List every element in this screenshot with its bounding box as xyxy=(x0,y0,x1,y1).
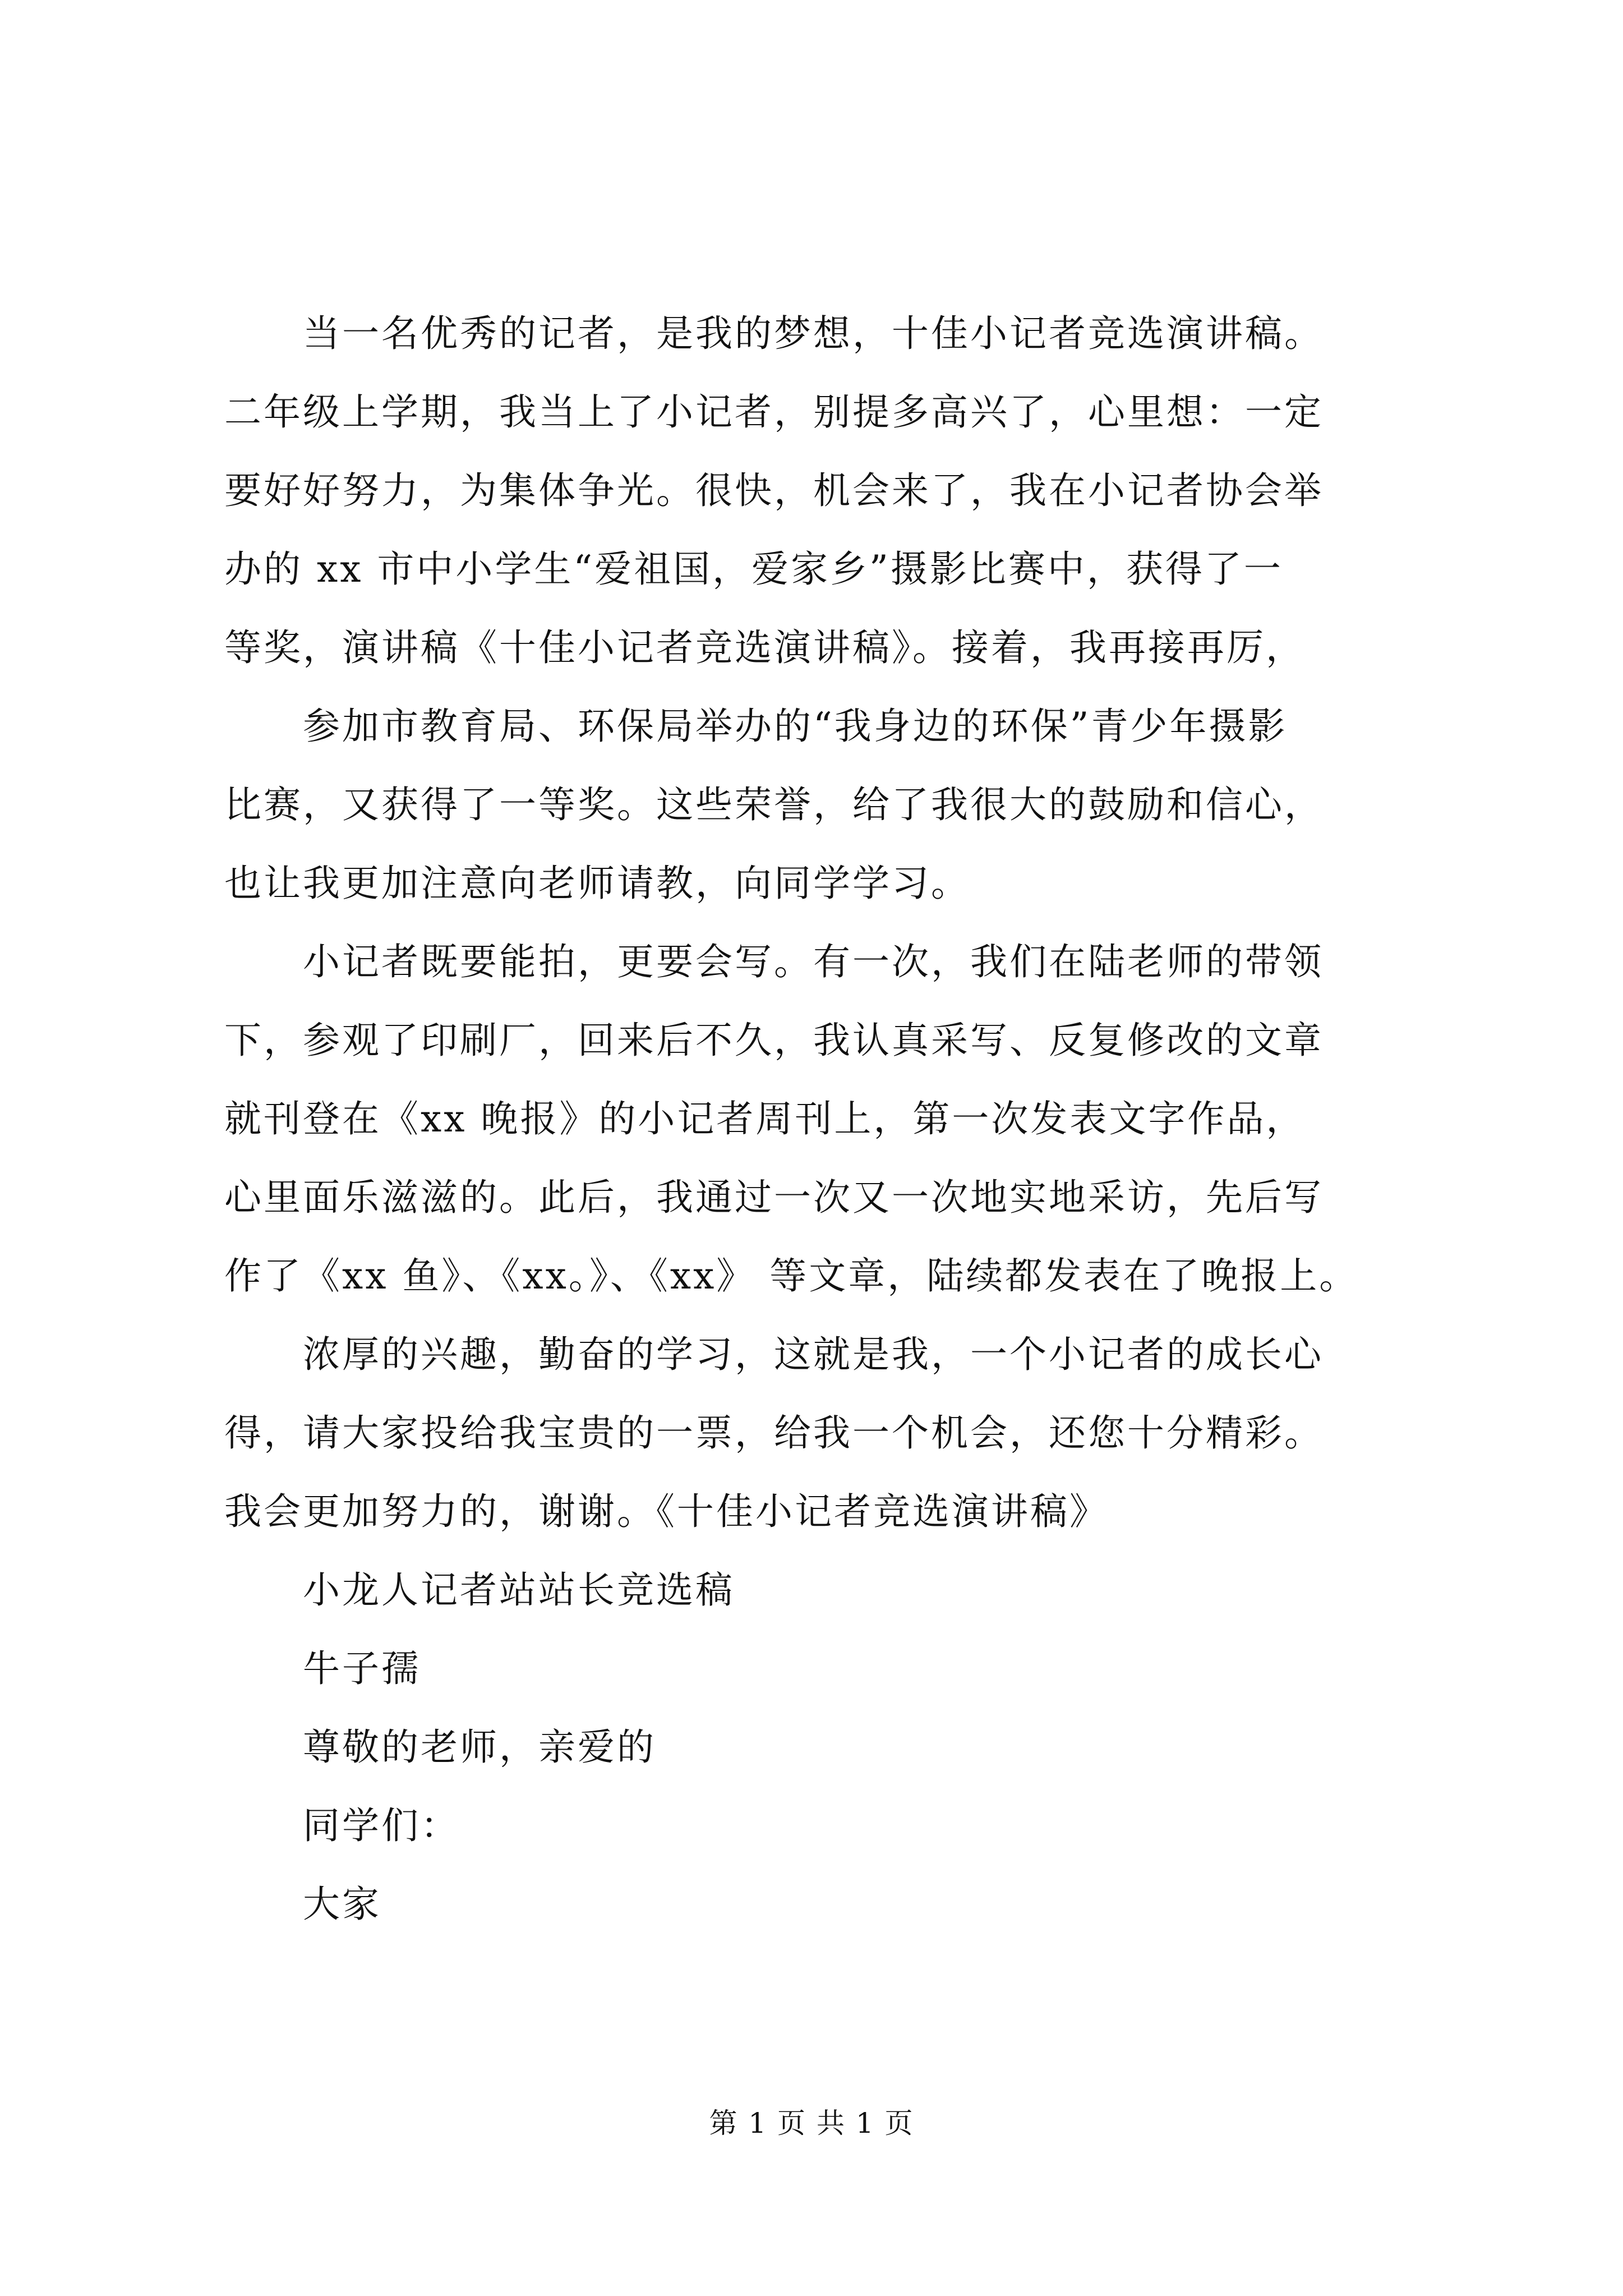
text-line: 牛子孺 xyxy=(303,1647,421,1690)
text-line: 小记者既要能拍，更要会写。有一次，我们在陆老师的带领 xyxy=(303,940,1324,983)
text-line: 等奖，演讲稿《十佳小记者竞选演讲稿》。接着，我再接再厉， xyxy=(224,626,1305,669)
text-line: 小龙人记者站站长竞选稿 xyxy=(303,1568,735,1612)
text-line: 大家 xyxy=(303,1883,381,1926)
text-line: 同学们： xyxy=(303,1804,460,1847)
text-line: 当一名优秀的记者，是我的梦想，十佳小记者竞选演讲稿。 xyxy=(303,312,1324,355)
text-line: 二年级上学期，我当上了小记者，别提多高兴了，心里想：一定 xyxy=(224,390,1324,434)
text-line: 作了《xx 鱼》、《xx。》、《xx》 等文章，陆续都发表在了晚报上。 xyxy=(224,1254,1359,1297)
text-line: 我会更加努力的，谢谢。《十佳小记者竞选演讲稿》 xyxy=(224,1490,1109,1533)
text-line: 下，参观了印刷厂，回来后不久，我认真采写、反复修改的文章 xyxy=(224,1019,1324,1062)
text-line: 得，请大家投给我宝贵的一票，给我一个机会，还您十分精彩。 xyxy=(224,1411,1324,1455)
text-line: 尊敬的老师，亲爱的 xyxy=(303,1726,656,1769)
text-line: 参加市教育局、环保局举办的“我身边的环保”青少年摄影 xyxy=(303,705,1288,748)
text-line: 比赛，又获得了一等奖。这些荣誉，给了我很大的鼓励和信心， xyxy=(224,783,1324,826)
text-line: 就刊登在《xx 晚报》的小记者周刊上，第一次发表文字作品， xyxy=(224,1097,1306,1140)
text-line: 办的 xx 市中小学生“爱祖国，爱家乡”摄影比赛中，获得了一 xyxy=(224,547,1283,591)
text-line: 心里面乐滋滋的。此后，我通过一次又一次地实地采访，先后写 xyxy=(224,1176,1324,1219)
text-line: 要好好努力，为集体争光。很快，机会来了，我在小记者协会举 xyxy=(224,469,1324,512)
text-line: 也让我更加注意向老师请教，向同学学习。 xyxy=(224,862,970,905)
text-line: 浓厚的兴趣，勤奋的学习，这就是我，一个小记者的成长心 xyxy=(303,1333,1324,1376)
page-number-footer: 第 1 页 共 1 页 xyxy=(709,2107,914,2139)
